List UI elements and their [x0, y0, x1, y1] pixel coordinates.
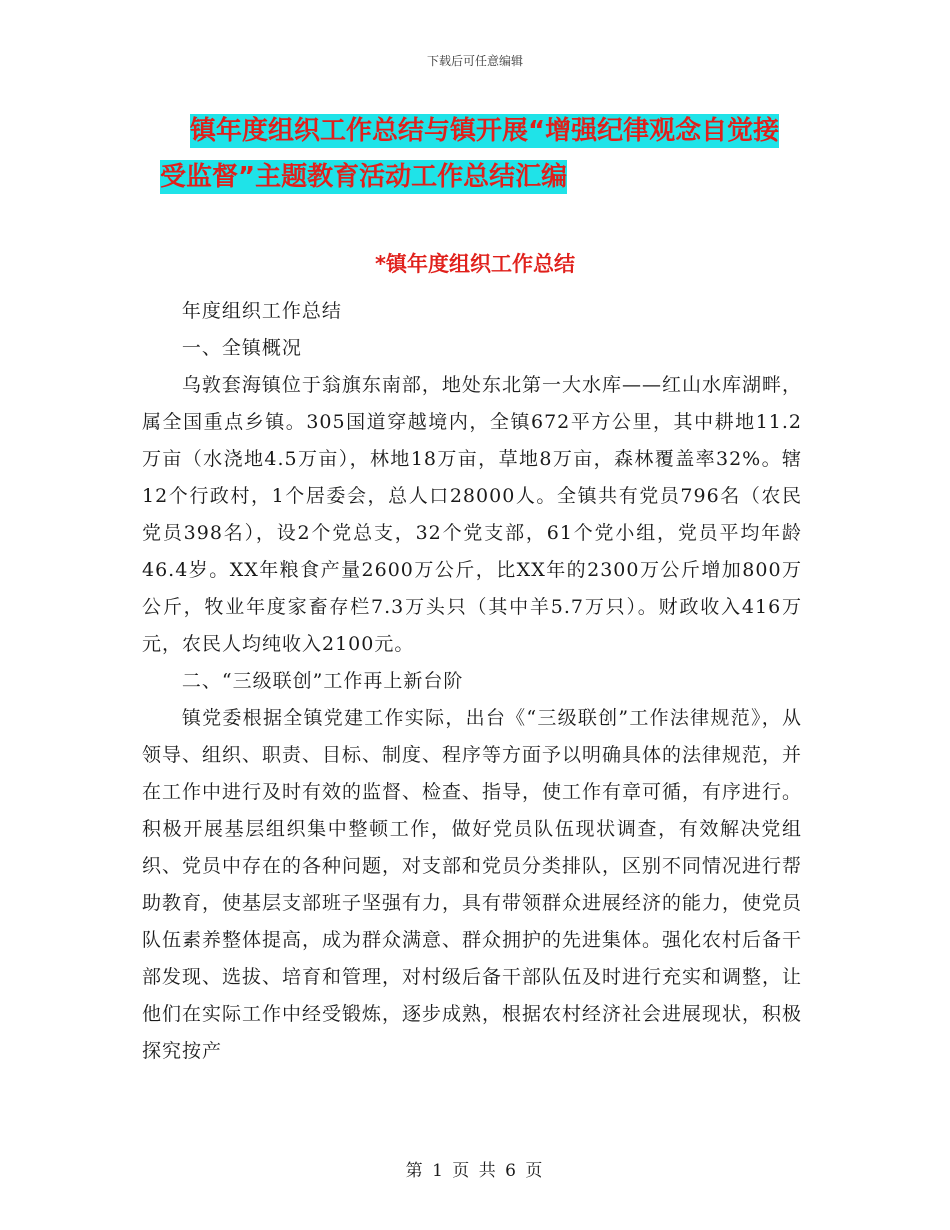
paragraph-sanji: 镇党委根据全镇党建工作实际，出台《“三级联创”工作法律规范》，从领导、组织、职责、目标、制度、程序等方面予以明确具体的法律规范，并在工作中进行及时有效的监督、检查、指导，使工作有章可循，有序进行。积极开展基层组织集中整顿工作，做好党员队伍现状调查，有效解决党组织、党员中存在的各种问题，对支部和党员分类排队，区别不同情况进行帮助教育，使基层支部班子坚强有力，具有带领群众进展经济的能力，使党员队伍素养整体提高，成为群众满意、群众拥护的先进集体。强化农村后备干部发现、选拔、培育和管理，对村级后备干部队伍及时进行充实和调整，让他们在实际工作中经受锻炼，逐步成熟，根据农村经济社会进展现状，积极探究按产 [142, 707, 803, 1062]
document-body [142, 293, 802, 1070]
page-header-note: 下载后可任意编辑 [426, 54, 523, 68]
paragraph-overview: 乌敦套海镇位于翁旗东南部，地处东北第一大水库——红山水库湖畔，属全国重点乡镇。305国道穿越境内，全镇672平方公里，其中耕地11.2万亩（水浇地4.5万亩），林地18万亩，草地8万亩，森林覆盖率32%。辖12个行政村，1个居委会，总人口28000人。全镇共有党员796名（农民党员398名），设2个党总支，32个党支部，61个党小组，党员平均年龄46.4岁。XX年粮食产量2600万公斤，比XX年的2300万公斤增加800万公斤，牧业年度家畜存栏7.3万头只（其中羊5.7万只）。财政收入416万元，农民人均纯收入2100元。 [142, 374, 802, 655]
paragraph-heading-sanji: 二、“三级联创”工作再上新台阶 [181, 670, 464, 692]
document-title-line-1: 镇年度组织工作总结与镇开展“增强纪律观念自觉接 [190, 116, 780, 146]
paragraph-heading-overview: 一、全镇概况 [181, 337, 302, 359]
section-title: *镇年度组织工作总结 [375, 252, 575, 276]
document-title [160, 108, 820, 200]
paragraph-heading-annual: 年度组织工作总结 [181, 300, 342, 322]
page-footer-number: 第 1 页 共 6 页 [405, 1161, 545, 1181]
document-title-line-2: 受监督”主题教育活动工作总结汇编 [160, 162, 568, 192]
